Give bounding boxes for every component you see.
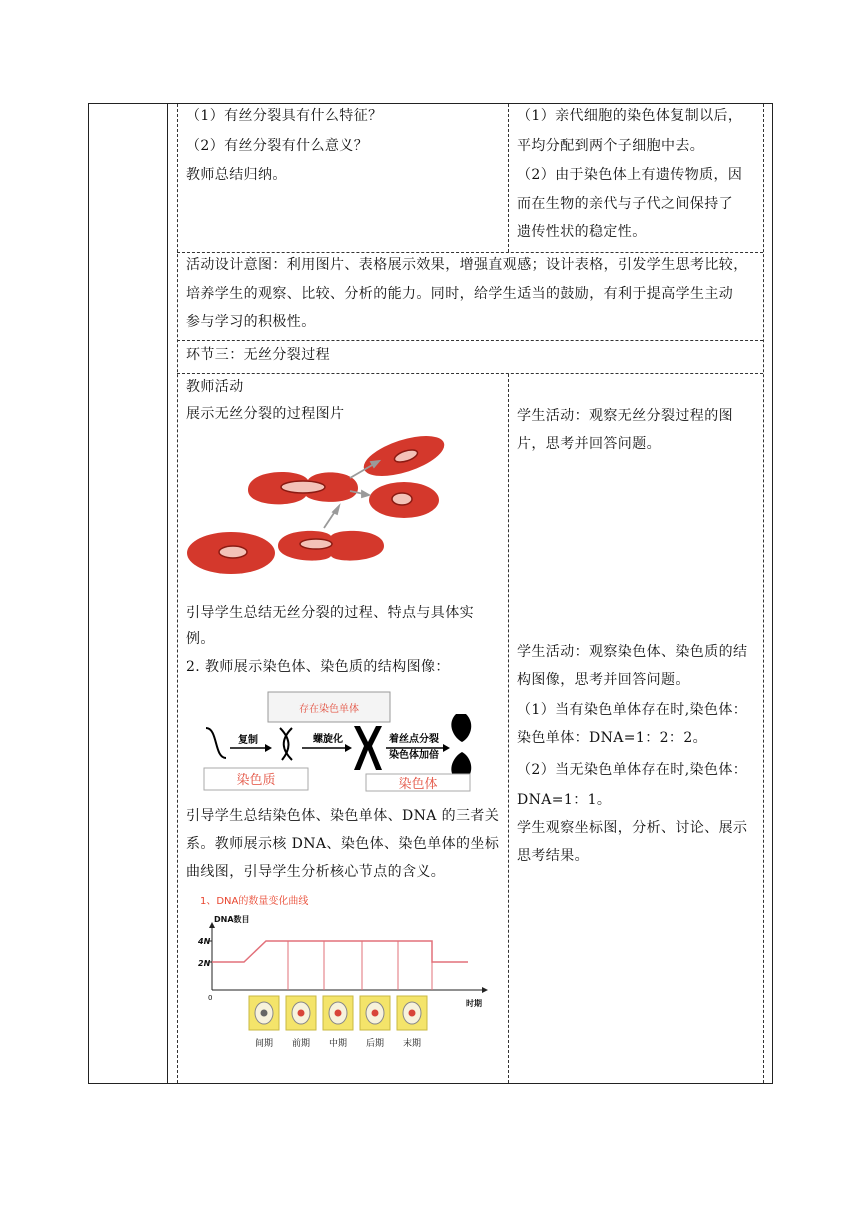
design-intent-line-2: 培养学生的观察、比较、分析的能力。同时，给学生适当的鼓励，有利于提高学生主动: [186, 286, 734, 302]
teacher-guide2-line-3: 曲线图，引导学生分析核心节点的含义。: [186, 864, 446, 880]
phase-label: 末期: [402, 1039, 422, 1049]
answer-line-1: （1）亲代细胞的染色体复制以后，: [517, 108, 743, 124]
phase-label: 后期: [365, 1039, 385, 1049]
table-right-border: [772, 103, 773, 1084]
section-three-title: 环节三：无丝分裂过程: [186, 347, 330, 363]
phase-box: [360, 996, 390, 1049]
question-2: （2）有丝分裂有什么意义？: [186, 138, 369, 154]
table-bottom-border: [88, 1083, 772, 1084]
chromosome-structure-figure: [196, 688, 478, 792]
y-tick-4n: 4N: [198, 937, 211, 946]
phase-box: [323, 996, 353, 1049]
student-activity2-line-4: 染色单体：DNA=1：2：2。: [517, 730, 708, 746]
student-activity2-line-3: （1）当有染色单体存在时,染色体：: [517, 702, 748, 718]
row-divider-1: [177, 252, 763, 253]
cell-3-dividing: [248, 472, 358, 504]
replicated-strand: [280, 728, 292, 760]
mid-divider-top: [508, 104, 509, 252]
chart-ylabel: DNA数目: [214, 915, 250, 924]
daughter-cell-top: [359, 428, 449, 484]
step3b-label: 染色体加倍: [389, 750, 439, 761]
chromatin-label: 染色质: [236, 773, 276, 788]
design-intent-line-1: 活动设计意图：利用图片、表格展示效果，增强直观感；设计表格，引发学生思考比较，: [186, 257, 748, 273]
phase-box: [286, 996, 316, 1049]
student-activity1-line-1: 学生活动：观察无丝分裂过程的图: [517, 408, 733, 424]
student-activity2-line-8: 思考结果。: [517, 848, 589, 864]
teacher-item-2: 2. 教师展示染色体、染色质的结构图像：: [186, 659, 450, 675]
dna-quantity-chart: [186, 890, 504, 1070]
row-divider-2: [177, 340, 763, 341]
phase-label: 中期: [328, 1039, 348, 1049]
teacher-guide1-line-2: 例。: [186, 631, 215, 647]
question-1: （1）有丝分裂具有什么特征？: [186, 108, 383, 124]
step1-label: 复制: [238, 735, 258, 746]
answer-line-4: 而在生物的亲代与子代之间保持了: [517, 196, 733, 212]
student-activity2-line-7: 学生观察坐标图，分析、讨论、展示: [517, 820, 748, 836]
chart-xlabel: 时期: [466, 999, 482, 1008]
phase-divider-lines: [288, 941, 432, 990]
phase-label: 间期: [254, 1039, 274, 1049]
teacher-summary: 教师总结归纳。: [186, 167, 287, 183]
step3a-label: 着丝点分裂: [389, 734, 439, 745]
chart-title: 1、DNA的数量变化曲线: [200, 896, 309, 907]
table-top-border: [88, 103, 772, 104]
top-label-text: 存在染色单体: [299, 704, 359, 715]
step2-label: 螺旋化: [313, 734, 343, 745]
teacher-show-images: 展示无丝分裂的过程图片: [186, 406, 345, 422]
daughter-cell-bottom: [369, 482, 439, 518]
cell-1: [187, 532, 275, 574]
phase-box: [249, 996, 279, 1049]
amitosis-process-figure: [186, 428, 456, 588]
design-intent-line-3: 参与学习的积极性。: [186, 314, 316, 330]
chart-origin: 0: [208, 994, 213, 1002]
mid-divider-bottom: [508, 374, 509, 1083]
teacher-guide2-line-1: 引导学生总结染色体、染色单体、DNA 的三者关: [186, 808, 500, 824]
dna-curve: [212, 941, 468, 962]
cell-2-dividing: [278, 531, 384, 561]
answer-line-5: 遗传性状的稳定性。: [517, 224, 647, 240]
row-divider-3: [177, 373, 763, 374]
teacher-guide2-line-2: 系。教师展示核 DNA、染色体、染色单体的坐标: [186, 836, 500, 852]
y-tick-2n: 2N: [198, 959, 211, 968]
sister-chromatid-top: [451, 714, 471, 742]
teacher-heading: 教师活动: [186, 379, 244, 395]
student-activity2-line-5: （2）当无染色单体存在时,染色体：: [517, 762, 748, 778]
inner-right-dashed: [763, 104, 764, 1083]
phase-box: [397, 996, 427, 1049]
student-activity1-line-2: 片，思考并回答问题。: [517, 436, 661, 452]
student-activity2-line-1: 学生活动：观察染色体、染色质的结: [517, 644, 748, 660]
chromosome-x: [354, 726, 382, 770]
chromatin-strand: [206, 728, 226, 758]
inner-left-dashed: [177, 104, 178, 1083]
student-activity2-line-2: 构图像，思考并回答问题。: [517, 672, 690, 688]
student-activity2-line-6: DNA=1：1。: [517, 792, 612, 808]
answer-line-3: （2）由于染色体上有遗传物质，因: [517, 167, 743, 183]
table-left-border: [88, 103, 89, 1084]
phase-label: 前期: [291, 1039, 311, 1049]
phase-boxes: [249, 996, 427, 1049]
teacher-guide1-line-1: 引导学生总结无丝分裂的过程、特点与具体实: [186, 605, 474, 621]
table-col-border: [167, 103, 168, 1084]
chromosome-label: 染色体: [398, 777, 438, 792]
answer-line-2: 平均分配到两个子细胞中去。: [517, 138, 705, 154]
